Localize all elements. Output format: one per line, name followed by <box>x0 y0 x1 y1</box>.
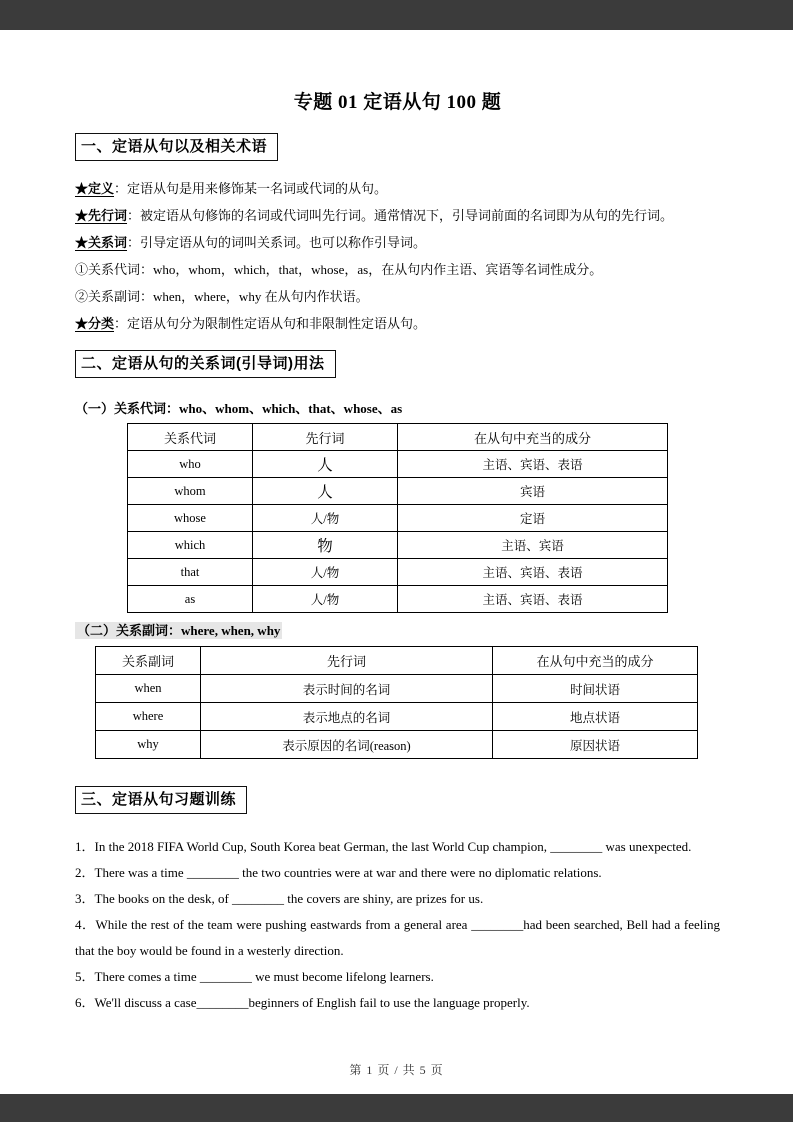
table-row <box>128 505 668 532</box>
definition-item <box>75 229 720 256</box>
definition-label: ★分类 <box>75 316 115 331</box>
definition-label: ★关系词 <box>75 235 128 250</box>
definition-label: ★先行词 <box>75 208 128 223</box>
definition-text: ：when，where，why 在从句内作状语。 <box>140 289 369 304</box>
definition-label: ②关系副词 <box>75 289 141 304</box>
table-cell: as <box>128 586 253 613</box>
definition-item <box>75 283 720 310</box>
table-cell: 定语 <box>398 505 668 532</box>
subsection-2-heading <box>75 622 720 639</box>
table-cell: which <box>128 532 253 559</box>
table-header-cell: 在从句中充当的成分 <box>493 647 698 675</box>
definition-item <box>75 202 720 229</box>
definition-text: ：引导定语从句的词叫关系词。也可以称作引导词。 <box>127 235 427 250</box>
table-cell: whom <box>128 478 253 505</box>
page-title: 专题 01 定语从句 100 题 <box>293 92 502 113</box>
terminology-list <box>75 175 720 337</box>
table-cell: 地点状语 <box>493 703 698 731</box>
table-row <box>96 703 698 731</box>
definition-label: ①关系代词 <box>75 262 141 277</box>
section-2-header <box>75 350 720 378</box>
section-1-header <box>75 133 720 161</box>
table-row <box>128 532 668 559</box>
viewer-bottom-edge <box>0 1094 793 1122</box>
table-row <box>96 731 698 759</box>
page-content <box>0 30 793 1094</box>
section-1-header-label: 一、定语从句以及相关术语 <box>75 133 278 161</box>
definition-text: ：定语从句分为限制性定语从句和非限制性定语从句。 <box>114 316 427 331</box>
exercise-item: 3．The books on the desk, of ________ the covers are shiny, are prizes for us. <box>75 891 484 906</box>
subsection-1-heading: （一）关系代词：who、whom、which、that、whose、as <box>75 401 403 416</box>
exercise-item: 5．There comes a time ________ we must become lifelong learners. <box>75 969 434 984</box>
table-cell: why <box>96 731 201 759</box>
document-page <box>0 30 793 1094</box>
definition-item <box>75 310 720 337</box>
table-header-row <box>128 424 668 451</box>
exercise-item: 2．There was a time ________ the two countries were at war and there were no diplomatic relations. <box>75 865 602 880</box>
exercise-item: 6．We'll discuss a case________beginners of English fail to use the language properly. <box>75 995 530 1010</box>
table-cell: where <box>96 703 201 731</box>
table-cell: 主语、宾语、表语 <box>398 451 668 478</box>
exercise-item: 1．In the 2018 FIFA World Cup, South Korea beat German, the last World Cup champion, ________ was unexpected. <box>75 839 692 854</box>
page-footer: 第 1 页 / 共 5 页 <box>349 1063 444 1077</box>
table-cell: that <box>128 559 253 586</box>
relative-adverb-table <box>95 646 698 759</box>
definition-item <box>75 256 720 283</box>
table-cell: 物 <box>253 532 398 559</box>
table-cell: 主语、宾语、表语 <box>398 559 668 586</box>
table-header-cell: 先行词 <box>253 424 398 451</box>
table-row <box>128 478 668 505</box>
table-cell: who <box>128 451 253 478</box>
table-row <box>128 586 668 613</box>
table-cell: 人 <box>253 478 398 505</box>
table-header-row <box>96 647 698 675</box>
definition-text: ：定语从句是用来修饰某一名词或代词的从句。 <box>114 181 388 196</box>
section-2-header-label: 二、定语从句的关系词(引导词)用法 <box>75 350 336 378</box>
table-cell: 人/物 <box>253 586 398 613</box>
table-header-cell: 先行词 <box>201 647 493 675</box>
exercise-list <box>75 834 720 1016</box>
definition-text: ：被定语从句修饰的名词或代词叫先行词。通常情况下，引导词前面的名词即为从句的先行词。 <box>127 208 674 223</box>
table-row <box>128 559 668 586</box>
relative-pronoun-table <box>127 423 668 613</box>
table-cell: 人/物 <box>253 559 398 586</box>
table-header-cell: 关系代词 <box>128 424 253 451</box>
table-row <box>96 675 698 703</box>
definition-label: ★定义 <box>75 181 115 196</box>
table-cell: 原因状语 <box>493 731 698 759</box>
table-cell: 表示地点的名词 <box>201 703 493 731</box>
table-cell: whose <box>128 505 253 532</box>
table-cell: when <box>96 675 201 703</box>
table-cell: 人 <box>253 451 398 478</box>
table-cell: 时间状语 <box>493 675 698 703</box>
exercise-item: 4．While the rest of the team were pushing eastwards from a general area ________had been searched, Bell had a feeling that the boy would be found in a westerly direction. <box>75 917 720 958</box>
definition-item <box>75 175 720 202</box>
table-cell: 表示时间的名词 <box>201 675 493 703</box>
table-cell: 表示原因的名词(reason) <box>201 731 493 759</box>
table-cell: 人/物 <box>253 505 398 532</box>
section-3-header-label: 三、定语从句习题训练 <box>75 786 247 814</box>
table-header-cell: 关系副词 <box>96 647 201 675</box>
table-cell: 宾语 <box>398 478 668 505</box>
viewer-top-edge <box>0 0 793 30</box>
definition-text: ：who，whom，which，that，whose，as，在从句内作主语、宾语等名词性成分。 <box>140 262 603 277</box>
section-3-header <box>75 786 720 814</box>
table-cell: 主语、宾语 <box>398 532 668 559</box>
table-header-cell: 在从句中充当的成分 <box>398 424 668 451</box>
table-cell: 主语、宾语、表语 <box>398 586 668 613</box>
subsection-2-heading-text: （二）关系副词：where, when, why <box>77 623 281 638</box>
table-row <box>128 451 668 478</box>
